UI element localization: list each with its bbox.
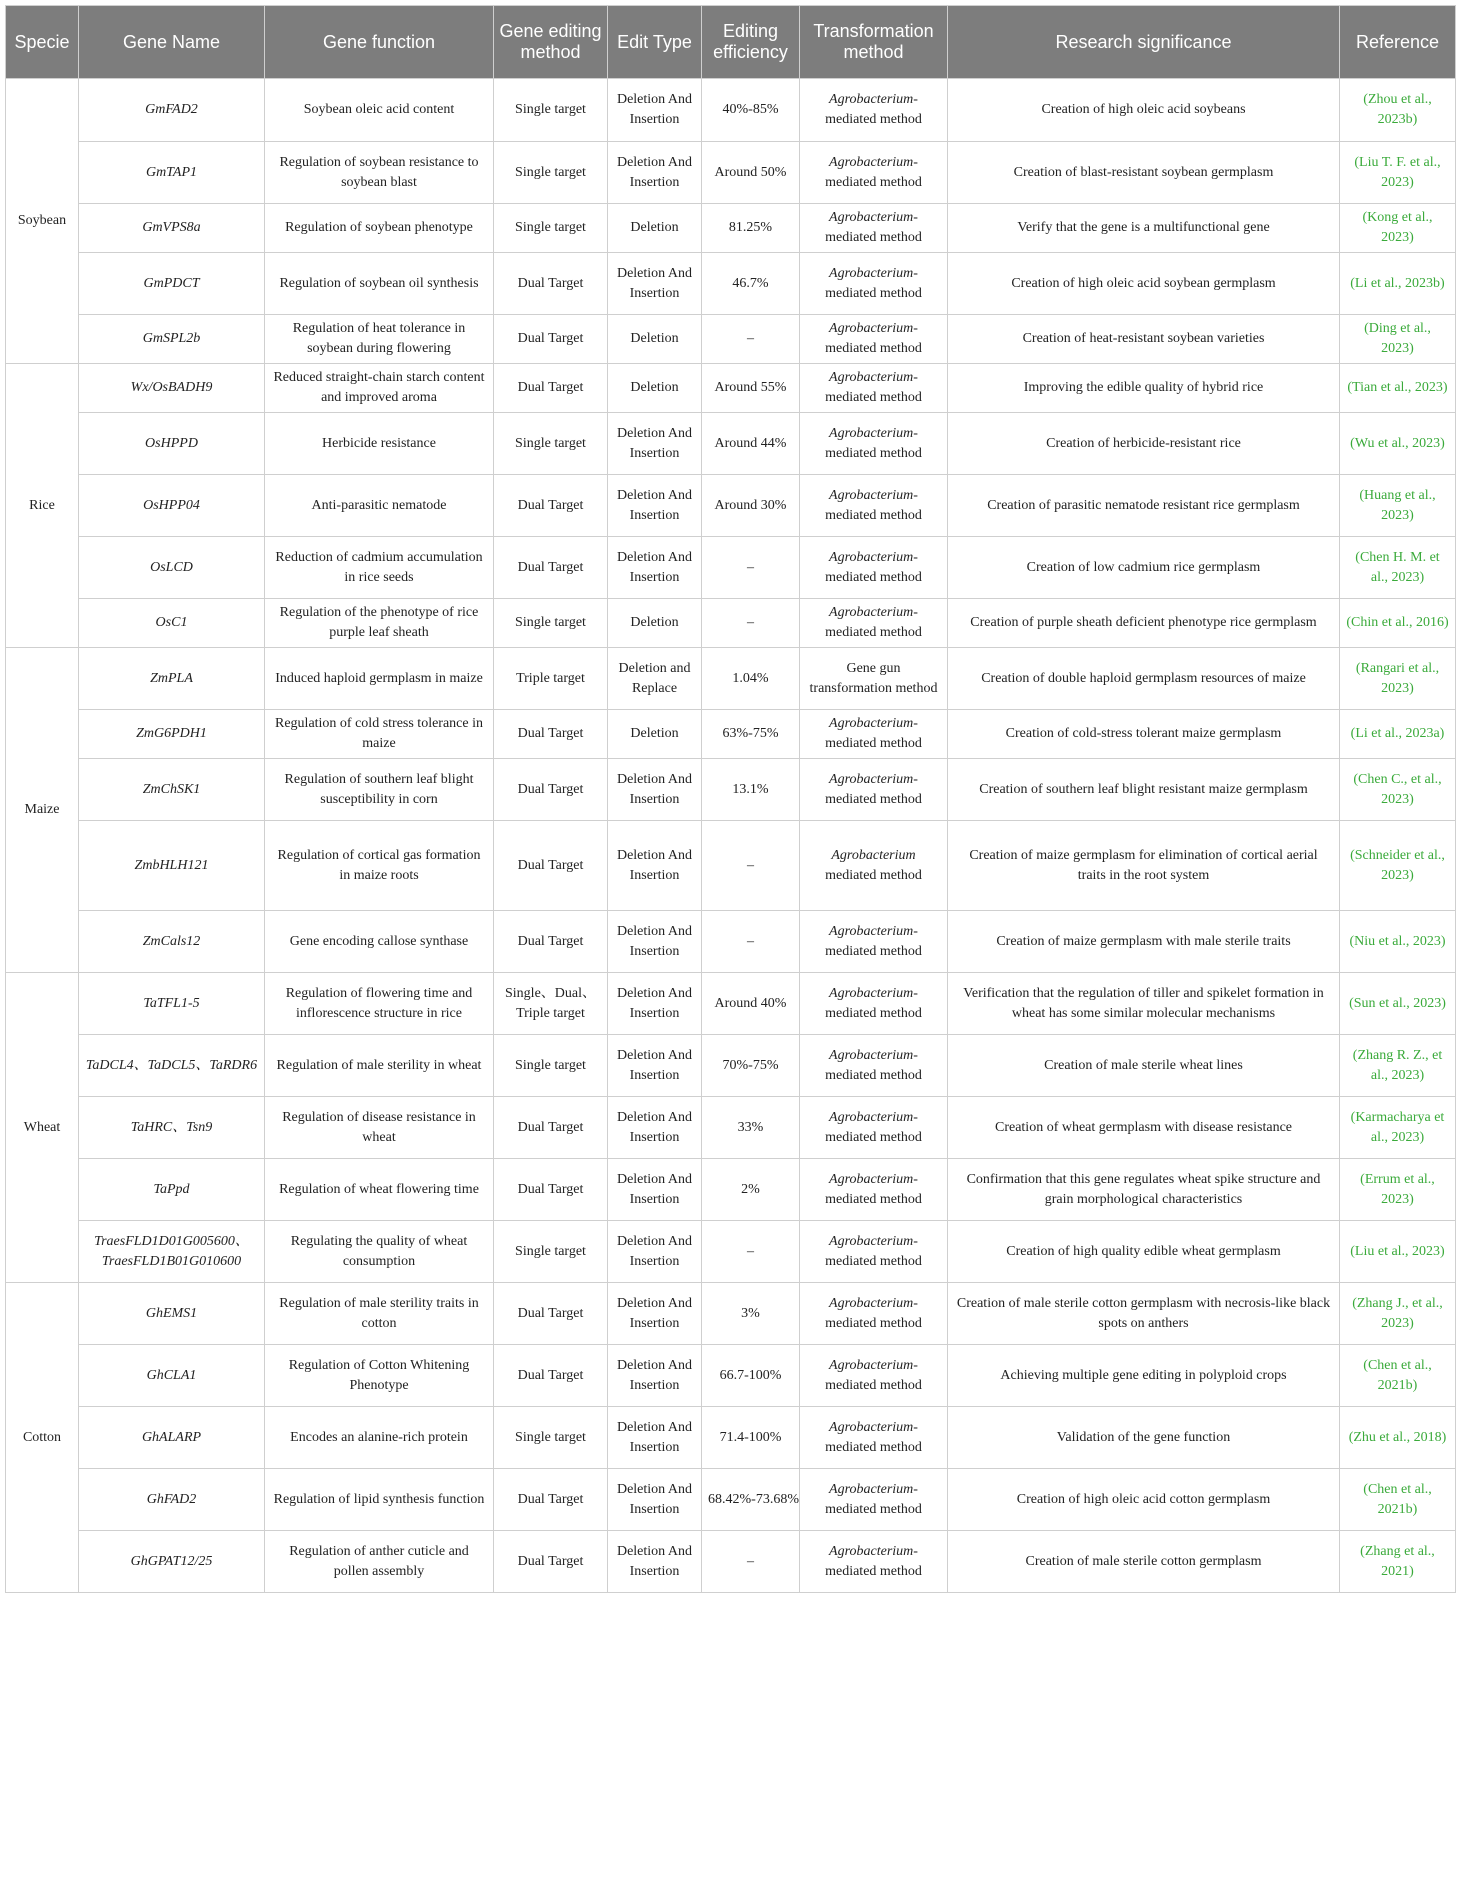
header-edit-type: Edit Type [608, 6, 702, 79]
transformation-method-line: Agrobacterium- [829, 923, 918, 939]
table-row [6, 1407, 1456, 1469]
editing-method-cell: Dual Target [494, 315, 608, 364]
gene-name-cell: ZmChSK1 [79, 759, 265, 821]
transformation-method-line: mediated method [825, 341, 922, 356]
editing-efficiency-cell: – [702, 599, 800, 648]
gene-function-cell: Regulation of disease resistance in wheat [265, 1097, 494, 1159]
gene-function-cell: Reduced straight-chain starch content and improved aroma [265, 364, 494, 413]
reference-link[interactable]: (Zhang J., et al., 2023) [1340, 1283, 1456, 1345]
research-significance-cell: Creation of blast-resistant soybean germplasm [948, 142, 1340, 204]
table-row [6, 648, 1456, 710]
transformation-method-line: mediated method [825, 943, 922, 959]
transformation-method-line: mediated method [825, 1439, 922, 1455]
gene-function-cell: Regulation of cortical gas formation in maize roots [265, 821, 494, 911]
editing-method-cell: Single target [494, 1407, 608, 1469]
editing-efficiency-cell: – [702, 537, 800, 599]
transformation-method-cell [800, 1469, 948, 1531]
research-significance-cell: Creation of maize germplasm with male sterile traits [948, 911, 1340, 973]
table-row [6, 364, 1456, 413]
research-significance-cell: Creation of parasitic nematode resistant rice germplasm [948, 475, 1340, 537]
editing-efficiency-cell: 33% [702, 1097, 800, 1159]
editing-efficiency-cell: – [702, 821, 800, 911]
transformation-method-cell [800, 1097, 948, 1159]
transformation-method-cell [800, 315, 948, 364]
research-significance-cell: Creation of male sterile cotton germplasm with necrosis-like black spots on anthers [948, 1283, 1340, 1345]
transformation-method-line: Agrobacterium- [829, 1171, 918, 1187]
editing-method-cell: Dual Target [494, 1531, 608, 1593]
header-species: Specie [6, 6, 79, 79]
edit-type-cell: Deletion [608, 204, 702, 253]
research-significance-cell: Creation of high oleic acid soybean germplasm [948, 253, 1340, 315]
gene-function-cell: Regulation of soybean oil synthesis [265, 253, 494, 315]
edit-type-cell: Deletion And Insertion [608, 142, 702, 204]
transformation-method-cell [800, 1221, 948, 1283]
transformation-method-line: mediated method [825, 791, 922, 807]
gene-name-cell: GhEMS1 [79, 1283, 265, 1345]
transformation-method-cell [800, 710, 948, 759]
transformation-method-cell [800, 1531, 948, 1593]
reference-link[interactable]: (Niu et al., 2023) [1340, 911, 1456, 973]
editing-efficiency-cell: 46.7% [702, 253, 800, 315]
edit-type-cell: Deletion And Insertion [608, 1159, 702, 1221]
research-significance-cell: Verification that the regulation of tiller and spikelet formation in wheat has some similar molecular mechanisms [948, 973, 1340, 1035]
editing-method-cell: Dual Target [494, 911, 608, 973]
transformation-method-cell [800, 204, 948, 253]
transformation-method-line: Agrobacterium- [829, 1357, 918, 1373]
research-significance-cell: Creation of southern leaf blight resistant maize germplasm [948, 759, 1340, 821]
editing-efficiency-cell: – [702, 1221, 800, 1283]
editing-efficiency-cell: 66.7-100% [702, 1345, 800, 1407]
species-cell: Cotton [6, 1283, 79, 1593]
transformation-method-cell [800, 911, 948, 973]
reference-link[interactable]: (Kong et al., 2023) [1340, 204, 1456, 253]
editing-efficiency-cell: – [702, 911, 800, 973]
transformation-method-line: mediated method [825, 230, 922, 245]
reference-link[interactable]: (Zhang et al., 2021) [1340, 1531, 1456, 1593]
editing-efficiency-cell: 70%-75% [702, 1035, 800, 1097]
editing-efficiency-cell: – [702, 1531, 800, 1593]
gene-function-cell: Reduction of cadmium accumulation in rice seeds [265, 537, 494, 599]
transformation-method-line: Gene gun transformation method [809, 660, 938, 696]
research-significance-cell: Creation of high oleic acid cotton germplasm [948, 1469, 1340, 1531]
transformation-method-line: mediated method [825, 736, 922, 751]
editing-method-cell: Single target [494, 79, 608, 142]
research-significance-cell: Validation of the gene function [948, 1407, 1340, 1469]
gene-name-cell: TraesFLD1D01G005600、TraesFLD1B01G010600 [79, 1221, 265, 1283]
table-row [6, 599, 1456, 648]
research-significance-cell: Creation of maize germplasm for elimination of cortical aerial traits in the root system [948, 821, 1340, 911]
header-gene-function: Gene function [265, 6, 494, 79]
gene-name-cell: OsLCD [79, 537, 265, 599]
editing-efficiency-cell: Around 40% [702, 973, 800, 1035]
gene-name-cell: GmFAD2 [79, 79, 265, 142]
table-row [6, 1221, 1456, 1283]
transformation-method-line: Agrobacterium- [829, 985, 918, 1001]
research-significance-cell: Creation of male sterile cotton germplasm [948, 1531, 1340, 1593]
research-significance-cell: Creation of low cadmium rice germplasm [948, 537, 1340, 599]
research-significance-cell: Creation of high oleic acid soybeans [948, 79, 1340, 142]
edit-type-cell: Deletion [608, 315, 702, 364]
edit-type-cell: Deletion And Insertion [608, 1469, 702, 1531]
gene-name-cell: TaPpd [79, 1159, 265, 1221]
transformation-method-cell [800, 1345, 948, 1407]
transformation-method-line: Agrobacterium- [829, 771, 918, 787]
research-significance-cell: Improving the edible quality of hybrid rice [948, 364, 1340, 413]
gene-function-cell: Regulation of anther cuticle and pollen assembly [265, 1531, 494, 1593]
transformation-method-cell [800, 821, 948, 911]
transformation-method-line: Agrobacterium- [829, 549, 918, 565]
reference-link[interactable]: (Huang et al., 2023) [1340, 475, 1456, 537]
editing-method-cell: Single target [494, 1035, 608, 1097]
header-reference: Reference [1340, 6, 1456, 79]
edit-type-cell: Deletion [608, 599, 702, 648]
reference-link[interactable]: (Zhou et al., 2023b) [1340, 79, 1456, 142]
editing-method-cell: Dual Target [494, 475, 608, 537]
reference-link[interactable]: (Ding et al., 2023) [1340, 315, 1456, 364]
gene-function-cell: Regulation of wheat flowering time [265, 1159, 494, 1221]
transformation-method-line: Agrobacterium- [829, 321, 918, 336]
page [5, 5, 1455, 1877]
transformation-method-line: Agrobacterium- [829, 265, 918, 281]
gene-name-cell: ZmbHLH121 [79, 821, 265, 911]
transformation-method-line: Agrobacterium- [829, 716, 918, 731]
gene-function-cell: Regulation of Cotton Whitening Phenotype [265, 1345, 494, 1407]
transformation-method-line: Agrobacterium- [829, 1233, 918, 1249]
transformation-method-cell [800, 79, 948, 142]
edit-type-cell: Deletion [608, 364, 702, 413]
research-significance-cell: Achieving multiple gene editing in polyploid crops [948, 1345, 1340, 1407]
table-row [6, 1035, 1456, 1097]
transformation-method-line: Agrobacterium- [829, 1047, 918, 1063]
transformation-method-line: Agrobacterium- [829, 1543, 918, 1559]
table-row [6, 253, 1456, 315]
editing-efficiency-cell: 2% [702, 1159, 800, 1221]
transformation-method-line: mediated method [825, 1067, 922, 1083]
editing-efficiency-cell: Around 50% [702, 142, 800, 204]
gene-name-cell: ZmCals12 [79, 911, 265, 973]
header-editing-efficiency: Editing efficiency [702, 6, 800, 79]
editing-method-cell: Dual Target [494, 710, 608, 759]
transformation-method-line: mediated method [825, 112, 922, 127]
header-row [6, 6, 1456, 79]
reference-link[interactable]: (Chen H. M. et al., 2023) [1340, 537, 1456, 599]
editing-method-cell: Dual Target [494, 364, 608, 413]
edit-type-cell: Deletion And Insertion [608, 475, 702, 537]
editing-method-cell: Dual Target [494, 759, 608, 821]
species-cell: Wheat [6, 973, 79, 1283]
editing-method-cell: Dual Target [494, 253, 608, 315]
editing-method-cell: Single、Dual、Triple target [494, 973, 608, 1035]
transformation-method-cell [800, 599, 948, 648]
transformation-method-line: mediated method [825, 285, 922, 301]
research-significance-cell: Creation of cold-stress tolerant maize germplasm [948, 710, 1340, 759]
transformation-method-cell [800, 1283, 948, 1345]
table-row [6, 1283, 1456, 1345]
editing-efficiency-cell: 81.25% [702, 204, 800, 253]
editing-efficiency-cell: Around 30% [702, 475, 800, 537]
editing-method-cell: Dual Target [494, 1345, 608, 1407]
header-research-significance: Research significance [948, 6, 1340, 79]
gene-name-cell: GmSPL2b [79, 315, 265, 364]
gene-function-cell: Encodes an alanine-rich protein [265, 1407, 494, 1469]
edit-type-cell: Deletion And Insertion [608, 911, 702, 973]
gene-function-cell: Regulation of heat tolerance in soybean during flowering [265, 315, 494, 364]
reference-link[interactable]: (Sun et al., 2023) [1340, 973, 1456, 1035]
edit-type-cell: Deletion And Insertion [608, 821, 702, 911]
editing-efficiency-cell: 1.04% [702, 648, 800, 710]
table-row [6, 1345, 1456, 1407]
table-row [6, 821, 1456, 911]
edit-type-cell: Deletion And Insertion [608, 79, 702, 142]
gene-function-cell: Induced haploid germplasm in maize [265, 648, 494, 710]
reference-link[interactable]: (Schneider et al., 2023) [1340, 821, 1456, 911]
gene-name-cell: OsC1 [79, 599, 265, 648]
gene-name-cell: GhFAD2 [79, 1469, 265, 1531]
gene-name-cell: OsHPPD [79, 413, 265, 475]
reference-link[interactable]: (Tian et al., 2023) [1340, 364, 1456, 413]
header-transformation-method: Transformation method [800, 6, 948, 79]
research-significance-cell: Creation of high quality edible wheat germplasm [948, 1221, 1340, 1283]
gene-name-cell: TaTFL1-5 [79, 973, 265, 1035]
transformation-method-line: mediated method [825, 1005, 922, 1021]
reference-link[interactable]: (Liu et al., 2023) [1340, 1221, 1456, 1283]
transformation-method-line: Agrobacterium- [829, 210, 918, 225]
reference-link[interactable]: (Liu T. F. et al., 2023) [1340, 142, 1456, 204]
transformation-method-line: mediated method [825, 390, 922, 405]
reference-link[interactable]: (Chen et al., 2021b) [1340, 1345, 1456, 1407]
table-row [6, 973, 1456, 1035]
gene-function-cell: Gene encoding callose synthase [265, 911, 494, 973]
transformation-method-line: Agrobacterium- [829, 1419, 918, 1435]
gene-function-cell: Herbicide resistance [265, 413, 494, 475]
edit-type-cell: Deletion [608, 710, 702, 759]
reference-link[interactable]: (Li et al., 2023a) [1340, 710, 1456, 759]
table-row [6, 315, 1456, 364]
edit-type-cell: Deletion And Insertion [608, 759, 702, 821]
edit-type-cell: Deletion And Insertion [608, 973, 702, 1035]
edit-type-cell: Deletion And Insertion [608, 537, 702, 599]
table-row [6, 537, 1456, 599]
transformation-method-cell [800, 364, 948, 413]
gene-name-cell: TaDCL4、TaDCL5、TaRDR6 [79, 1035, 265, 1097]
gene-function-cell: Anti-parasitic nematode [265, 475, 494, 537]
editing-method-cell: Single target [494, 1221, 608, 1283]
table-row [6, 911, 1456, 973]
transformation-method-cell [800, 1035, 948, 1097]
editing-method-cell: Single target [494, 204, 608, 253]
gene-name-cell: TaHRC、Tsn9 [79, 1097, 265, 1159]
editing-method-cell: Dual Target [494, 1159, 608, 1221]
editing-efficiency-cell: 3% [702, 1283, 800, 1345]
transformation-method-line: mediated method [825, 174, 922, 190]
edit-type-cell: Deletion and Replace [608, 648, 702, 710]
species-cell: Rice [6, 364, 79, 648]
table-row [6, 79, 1456, 142]
editing-method-cell: Dual Target [494, 1469, 608, 1531]
gene-function-cell: Soybean oleic acid content [265, 79, 494, 142]
table-row [6, 1097, 1456, 1159]
reference-link[interactable]: (Rangari et al., 2023) [1340, 648, 1456, 710]
transformation-method-line: Agrobacterium- [829, 92, 918, 107]
editing-efficiency-cell: Around 44% [702, 413, 800, 475]
species-cell: Maize [6, 648, 79, 973]
edit-type-cell: Deletion And Insertion [608, 1407, 702, 1469]
table-row [6, 475, 1456, 537]
transformation-method-cell [800, 537, 948, 599]
research-significance-cell: Creation of double haploid germplasm resources of maize [948, 648, 1340, 710]
reference-link[interactable]: (Zhu et al., 2018) [1340, 1407, 1456, 1469]
table-row [6, 1159, 1456, 1221]
header-editing-method: Gene editing method [494, 6, 608, 79]
gene-name-cell: GmPDCT [79, 253, 265, 315]
transformation-method-line: Agrobacterium- [829, 154, 918, 170]
research-significance-cell: Creation of male sterile wheat lines [948, 1035, 1340, 1097]
transformation-method-cell [800, 759, 948, 821]
transformation-method-line: mediated method [825, 507, 922, 523]
gene-name-cell: GhALARP [79, 1407, 265, 1469]
transformation-method-line: Agrobacterium- [829, 370, 918, 385]
editing-efficiency-cell: 63%-75% [702, 710, 800, 759]
editing-efficiency-cell: Around 55% [702, 364, 800, 413]
edit-type-cell: Deletion And Insertion [608, 1035, 702, 1097]
reference-link[interactable]: (Zhang R. Z., et al., 2023) [1340, 1035, 1456, 1097]
edit-type-cell: Deletion And Insertion [608, 1531, 702, 1593]
transformation-method-line: Agrobacterium- [829, 1295, 918, 1311]
transformation-method-line: mediated method [825, 1377, 922, 1393]
reference-link[interactable]: (Wu et al., 2023) [1340, 413, 1456, 475]
gene-function-cell: Regulation of southern leaf blight susceptibility in corn [265, 759, 494, 821]
gene-function-cell: Regulation of lipid synthesis function [265, 1469, 494, 1531]
editing-method-cell: Triple target [494, 648, 608, 710]
reference-link[interactable]: (Li et al., 2023b) [1340, 253, 1456, 315]
editing-method-cell: Dual Target [494, 821, 608, 911]
editing-method-cell: Dual Target [494, 537, 608, 599]
transformation-method-line: mediated method [825, 1563, 922, 1579]
editing-method-cell: Dual Target [494, 1283, 608, 1345]
edit-type-cell: Deletion And Insertion [608, 413, 702, 475]
reference-link[interactable]: (Chen et al., 2021b) [1340, 1469, 1456, 1531]
table-row [6, 1531, 1456, 1593]
transformation-method-line: mediated method [825, 1501, 922, 1517]
transformation-method-cell [800, 475, 948, 537]
table-row [6, 759, 1456, 821]
gene-name-cell: ZmG6PDH1 [79, 710, 265, 759]
transformation-method-line: mediated method [825, 625, 922, 640]
header-gene-name: Gene Name [79, 6, 265, 79]
editing-method-cell: Single target [494, 142, 608, 204]
transformation-method-line: Agrobacterium- [829, 425, 918, 441]
gene-function-cell: Regulation of male sterility traits in cotton [265, 1283, 494, 1345]
reference-link[interactable]: (Karmacharya et al., 2023) [1340, 1097, 1456, 1159]
gene-name-cell: ZmPLA [79, 648, 265, 710]
research-significance-cell: Creation of heat-resistant soybean varieties [948, 315, 1340, 364]
gene-name-cell: OsHPP04 [79, 475, 265, 537]
transformation-method-line: Agrobacterium- [829, 605, 918, 620]
transformation-method-line: mediated method [825, 1191, 922, 1207]
table-row [6, 1469, 1456, 1531]
gene-name-cell: GhCLA1 [79, 1345, 265, 1407]
editing-efficiency-cell: 71.4-100% [702, 1407, 800, 1469]
table-row [6, 142, 1456, 204]
gene-function-cell: Regulation of the phenotype of rice purple leaf sheath [265, 599, 494, 648]
transformation-method-line: Agrobacterium- [829, 1109, 918, 1125]
gene-function-cell: Regulation of male sterility in wheat [265, 1035, 494, 1097]
transformation-method-line: mediated method [825, 867, 922, 883]
edit-type-cell: Deletion And Insertion [608, 1221, 702, 1283]
reference-link[interactable]: (Chin et al., 2016) [1340, 599, 1456, 648]
gene-function-cell: Regulation of flowering time and inflorescence structure in rice [265, 973, 494, 1035]
table-row [6, 204, 1456, 253]
gene-name-cell: GmVPS8a [79, 204, 265, 253]
table-row [6, 710, 1456, 759]
editing-efficiency-cell: 13.1% [702, 759, 800, 821]
transformation-method-line: Agrobacterium- [829, 1481, 918, 1497]
species-cell: Soybean [6, 79, 79, 364]
editing-method-cell: Dual Target [494, 1097, 608, 1159]
table-row [6, 413, 1456, 475]
transformation-method-cell [800, 648, 948, 710]
gene-name-cell: GmTAP1 [79, 142, 265, 204]
reference-link[interactable]: (Errum et al., 2023) [1340, 1159, 1456, 1221]
transformation-method-cell [800, 413, 948, 475]
transformation-method-line: mediated method [825, 1253, 922, 1269]
research-significance-cell: Creation of purple sheath deficient phenotype rice germplasm [948, 599, 1340, 648]
research-significance-cell: Creation of wheat germplasm with disease resistance [948, 1097, 1340, 1159]
transformation-method-cell [800, 973, 948, 1035]
editing-efficiency-cell: – [702, 315, 800, 364]
table-body [6, 79, 1456, 1593]
transformation-method-cell [800, 253, 948, 315]
editing-efficiency-cell: 40%-85% [702, 79, 800, 142]
research-significance-cell: Verify that the gene is a multifunctional gene [948, 204, 1340, 253]
transformation-method-cell [800, 1159, 948, 1221]
gene-function-cell: Regulation of soybean resistance to soybean blast [265, 142, 494, 204]
editing-method-cell: Single target [494, 599, 608, 648]
editing-efficiency-cell: 68.42%-73.68% [702, 1469, 800, 1531]
gene-name-cell: GhGPAT12/25 [79, 1531, 265, 1593]
edit-type-cell: Deletion And Insertion [608, 253, 702, 315]
gene-function-cell: Regulating the quality of wheat consumption [265, 1221, 494, 1283]
research-significance-cell: Confirmation that this gene regulates wheat spike structure and grain morphological characteristics [948, 1159, 1340, 1221]
editing-method-cell: Single target [494, 413, 608, 475]
transformation-method-cell [800, 142, 948, 204]
research-significance-cell: Creation of herbicide-resistant rice [948, 413, 1340, 475]
reference-link[interactable]: (Chen C., et al., 2023) [1340, 759, 1456, 821]
transformation-method-cell [800, 1407, 948, 1469]
transformation-method-line: mediated method [825, 1129, 922, 1145]
gene-name-cell: Wx/OsBADH9 [79, 364, 265, 413]
transformation-method-line: Agrobacterium [831, 847, 916, 863]
edit-type-cell: Deletion And Insertion [608, 1097, 702, 1159]
edit-type-cell: Deletion And Insertion [608, 1283, 702, 1345]
gene-function-cell: Regulation of soybean phenotype [265, 204, 494, 253]
transformation-method-line: mediated method [825, 445, 922, 461]
edit-type-cell: Deletion And Insertion [608, 1345, 702, 1407]
transformation-method-line: mediated method [825, 1315, 922, 1331]
transformation-method-line: mediated method [825, 569, 922, 585]
gene-editing-table [5, 5, 1456, 1593]
gene-function-cell: Regulation of cold stress tolerance in maize [265, 710, 494, 759]
transformation-method-line: Agrobacterium- [829, 487, 918, 503]
